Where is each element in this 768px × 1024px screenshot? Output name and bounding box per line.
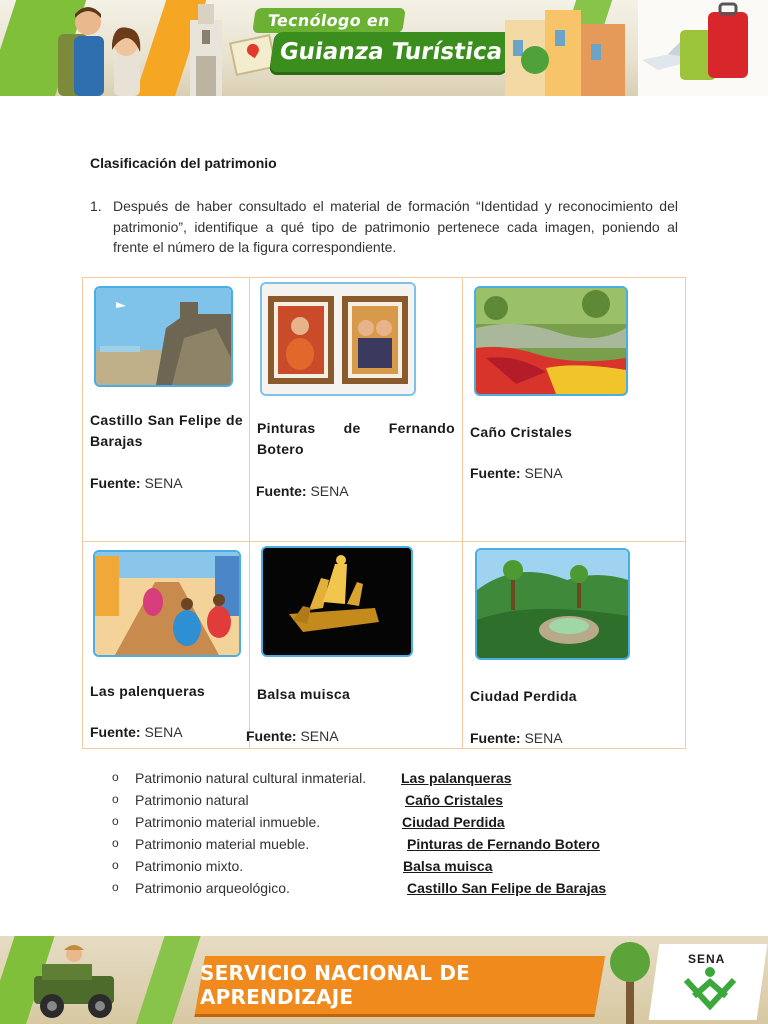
castle-image (96, 288, 231, 385)
answer-label: Patrimonio natural (135, 792, 249, 808)
jeep-illustration (28, 942, 128, 1022)
bullet: o (112, 880, 119, 894)
sena-logo (680, 952, 740, 1012)
source-label: Fuente: (256, 483, 307, 499)
bullet: o (112, 858, 119, 872)
answer-label: Patrimonio material mueble. (135, 836, 310, 852)
answer-value: Las palanqueras (401, 770, 512, 786)
card-caption: Caño Cristales (470, 424, 573, 440)
answer-label: Patrimonio natural cultural inmaterial. (135, 770, 367, 786)
answer-label: Patrimonio material inmueble. (135, 814, 321, 830)
program-badge (232, 4, 512, 82)
source-value: SENA (520, 465, 563, 481)
card-caption: Pinturas de Fernando Botero (257, 420, 455, 457)
church-illustration (176, 0, 236, 96)
card-source (470, 730, 563, 746)
luggage-illustration (638, 0, 768, 96)
map-pin-icon (245, 42, 262, 59)
source-label: Fuente: (246, 728, 297, 744)
answer-value: Balsa muisca (403, 858, 493, 874)
ciudad-perdida-photo (475, 548, 630, 660)
card-caption: Castillo San Felipe de Barajas (90, 412, 243, 449)
question-1 (90, 196, 678, 258)
castillo-photo (94, 286, 233, 387)
list-item (112, 858, 632, 880)
source-label: Fuente: (90, 475, 141, 491)
bullet: o (112, 814, 119, 828)
card-caption: Ciudad Perdida (470, 688, 577, 704)
list-item (112, 792, 632, 814)
source-value: SENA (306, 483, 349, 499)
header-banner (0, 0, 768, 96)
source-value: SENA (140, 475, 183, 491)
answer-value: Ciudad Perdida (402, 814, 505, 830)
badge-title: Guianza Turística (269, 32, 513, 72)
footer-title-strip (195, 956, 605, 1014)
card-source (246, 728, 339, 744)
botero-photo (260, 282, 416, 396)
answer-label: Patrimonio mixto. (135, 858, 244, 874)
town-street-illustration (505, 0, 625, 96)
card-source (470, 465, 563, 481)
table-divider (249, 277, 250, 749)
list-item (112, 880, 632, 902)
jungle-terraces-image (477, 550, 628, 658)
card-source (256, 483, 349, 499)
footer-banner (0, 936, 768, 1024)
answer-value: Pinturas de Fernando Botero (407, 836, 600, 852)
paintings-image (262, 284, 414, 394)
bullet: o (112, 836, 119, 850)
cano-cristales-photo (474, 286, 628, 396)
table-divider (82, 541, 686, 542)
answer-label: Patrimonio arqueológico. (135, 880, 290, 896)
bullet: o (112, 770, 119, 784)
source-value: SENA (296, 728, 339, 744)
tourists-illustration (54, 4, 154, 96)
source-label: Fuente: (470, 465, 521, 481)
list-item (112, 770, 632, 792)
question-number: 1. (90, 198, 102, 214)
source-label: Fuente: (90, 724, 141, 740)
list-item (112, 836, 632, 858)
source-label: Fuente: (470, 730, 521, 746)
answer-value: Castillo San Felipe de Barajas (407, 880, 607, 896)
bullet: o (112, 792, 119, 806)
palenqueras-image (95, 552, 239, 655)
balsa-muisca-photo (261, 546, 413, 657)
question-text: Después de haber consultado el material de formación “Identidad y reconocimiento del patrimonio”, identifique a qué tipo de patrimonio pertenece cada imagen, poniendo al frente el número de la figura correspondiente. (113, 198, 678, 255)
card-caption: Las palenqueras (90, 683, 205, 699)
source-value: SENA (520, 730, 563, 746)
badge-subtitle: Tecnólogo en (252, 8, 405, 33)
card-source (90, 475, 183, 491)
river-image (476, 288, 626, 394)
card-source (90, 724, 183, 740)
section-title: Clasificación del patrimonio (90, 155, 277, 171)
footer-title: SERVICIO NACIONAL DE APRENDIZAJE (200, 961, 470, 1009)
card-caption: Balsa muisca (257, 686, 351, 702)
logo-text: SENA (688, 952, 726, 966)
banner-stripe (132, 936, 204, 1024)
palenqueras-photo (93, 550, 241, 657)
golden-raft-image (263, 548, 411, 655)
sena-logo-icon (680, 966, 740, 1012)
answer-value: Caño Cristales (405, 792, 504, 808)
list-item (112, 814, 632, 836)
table-divider (462, 277, 463, 749)
source-value: SENA (140, 724, 183, 740)
map-icon (229, 34, 277, 76)
